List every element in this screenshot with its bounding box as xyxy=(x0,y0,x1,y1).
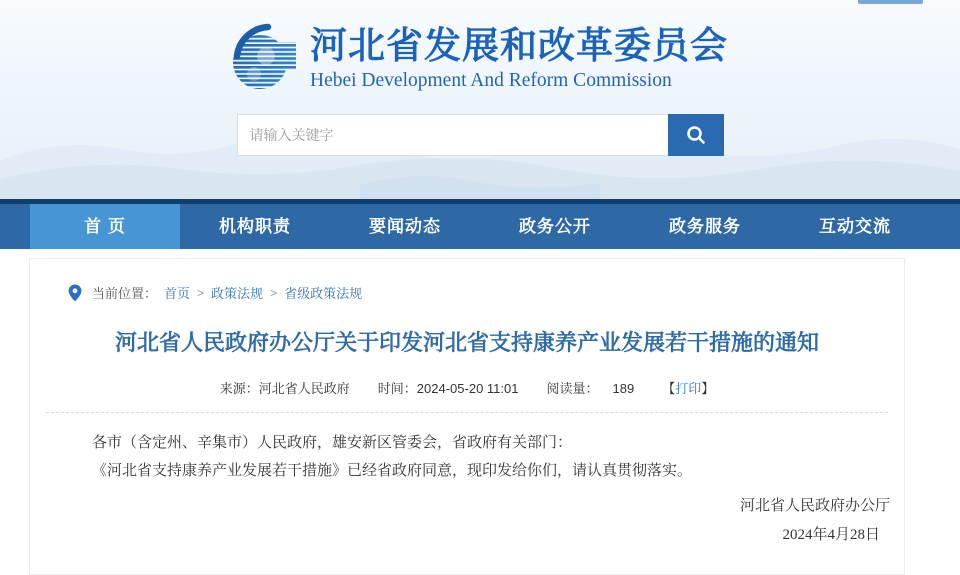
site-header xyxy=(0,0,960,199)
print-bracket-close: 】 xyxy=(701,381,715,396)
breadcrumb-separator: > xyxy=(197,285,205,300)
meta-time-value: 2024-05-20 11:01 xyxy=(416,381,519,396)
print-bracket-open: 【 xyxy=(662,381,676,396)
nav-item-gov-services[interactable]: 政务服务 xyxy=(669,217,741,236)
nav-item-duties[interactable]: 机构职责 xyxy=(219,217,291,236)
meta-time-label: 时间： xyxy=(377,381,417,396)
dashed-divider xyxy=(46,412,888,413)
nav-item-interaction[interactable]: 互动交流 xyxy=(819,217,891,236)
meta-source-value: 河北省人民政府 xyxy=(258,381,350,396)
meta-views-label: 阅读量： xyxy=(546,381,599,396)
meta-views xyxy=(546,378,634,397)
content-card xyxy=(29,258,905,575)
search-button[interactable] xyxy=(668,114,724,156)
meta-source xyxy=(220,378,350,397)
article-paragraph: 各市（含定州、辛集市）人民政府，雄安新区管委会，省政府有关部门： xyxy=(92,435,573,451)
site-title: 河北省发展和改革委员会 xyxy=(310,24,728,66)
nav-item-gov-affairs[interactable]: 政务公开 xyxy=(519,217,591,236)
print-label: 打印 xyxy=(675,381,702,396)
search-bar xyxy=(237,114,724,156)
article-paragraph: 《河北省支持康养产业发展若干措施》已经省政府同意，现印发给你们，请认真贯彻落实。 xyxy=(92,463,693,479)
nav-item-news[interactable]: 要闻动态 xyxy=(369,217,441,236)
commission-globe-logo-icon xyxy=(230,22,296,94)
breadcrumb-item-provincial-policies[interactable]: 省级政策法规 xyxy=(284,286,363,301)
breadcrumb-separator: > xyxy=(270,285,278,300)
breadcrumb xyxy=(30,259,904,302)
breadcrumb-item-home[interactable]: 首页 xyxy=(164,286,191,301)
meta-time xyxy=(378,378,519,397)
article-date: 2024年4月28日 xyxy=(782,527,880,543)
print-button[interactable] xyxy=(662,378,714,397)
meta-source-label: 来源： xyxy=(219,381,259,396)
article-meta xyxy=(30,378,904,397)
site-title-english: Hebei Development And Reform Commission xyxy=(310,69,672,91)
search-input[interactable] xyxy=(237,114,668,156)
main-navigation xyxy=(0,199,960,249)
article-signature: 河北省人民政府办公厅 xyxy=(739,498,890,514)
article-body xyxy=(62,430,874,484)
brand-home-link[interactable] xyxy=(230,0,730,94)
brand-text-block xyxy=(310,24,728,93)
search-icon xyxy=(685,124,707,146)
meta-views-value: 189 xyxy=(612,381,635,396)
breadcrumb-item-policies[interactable]: 政策法规 xyxy=(211,286,264,301)
nav-item-home[interactable]: 首 页 xyxy=(30,204,180,249)
breadcrumb-label: 当前位置： xyxy=(92,286,158,301)
location-pin-icon xyxy=(68,284,82,302)
article-title: 河北省人民政府办公厅关于印发河北省支持康养产业发展若干措施的通知 xyxy=(114,330,819,355)
top-edge-widget xyxy=(858,0,923,4)
